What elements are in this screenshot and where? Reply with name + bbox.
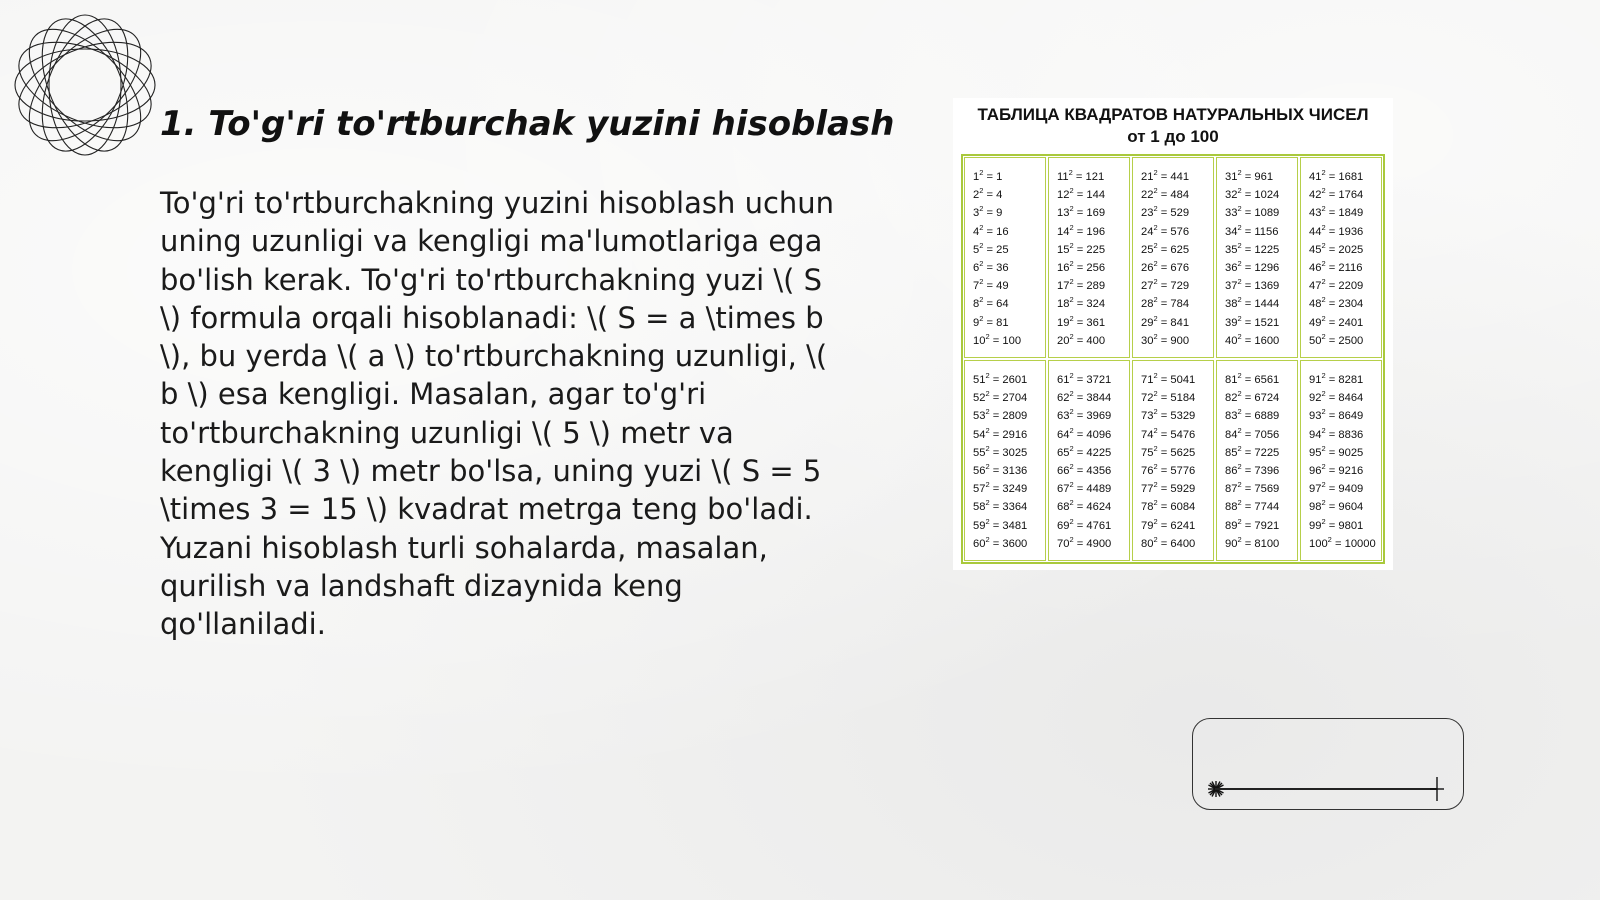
square-entry: $7^2 = 49$ xyxy=(973,277,1009,293)
square-entry: $82^2 = 6724$ xyxy=(1225,389,1280,405)
square-entry: $57^2 = 3249$ xyxy=(973,480,1028,496)
square-entry: $53^2 = 2809$ xyxy=(973,407,1028,423)
square-entry: $35^2 = 1225$ xyxy=(1225,240,1280,256)
square-entry: $67^2 = 4489$ xyxy=(1057,480,1112,496)
square-entry: $89^2 = 7921$ xyxy=(1225,516,1280,532)
square-entry: $88^2 = 7744$ xyxy=(1225,498,1280,514)
square-entry: $61^2 = 3721$ xyxy=(1057,371,1112,386)
squares-table-title-line1: ТАБЛИЦА КВАДРАТОВ НАТУРАЛЬНЫХ ЧИСЕЛ xyxy=(977,105,1369,124)
square-entry: $19^2 = 361$ xyxy=(1057,313,1106,329)
square-entry: $3^2 = 9$ xyxy=(973,204,1003,220)
square-entry: $74^2 = 5476$ xyxy=(1141,425,1196,441)
square-entry: $93^2 = 8649$ xyxy=(1309,407,1364,423)
squares-table-title xyxy=(953,104,1393,148)
square-entry: $36^2 = 1296$ xyxy=(1225,259,1280,275)
square-entry: $84^2 = 7056$ xyxy=(1225,425,1280,441)
square-entry: $69^2 = 4761$ xyxy=(1057,516,1112,532)
slider-track[interactable] xyxy=(1215,788,1437,790)
squares-table-cell xyxy=(964,157,1046,358)
square-entry: $78^2 = 6084$ xyxy=(1141,498,1196,514)
squares-table-cell xyxy=(1048,360,1130,561)
square-entry: $46^2 = 2116$ xyxy=(1309,259,1363,275)
slide-title: 1. To'g'ri to'rtburchak yuzini hisoblash xyxy=(160,104,895,144)
squares-table-cell xyxy=(964,360,1046,561)
square-entry: $71^2 = 5041$ xyxy=(1141,371,1196,386)
square-entry: $18^2 = 324$ xyxy=(1057,295,1106,311)
square-entry: $56^2 = 3136$ xyxy=(973,462,1028,478)
square-entry: $30^2 = 900$ xyxy=(1141,331,1190,347)
squares-table-grid xyxy=(961,154,1385,564)
square-entry: $54^2 = 2916$ xyxy=(973,425,1028,441)
square-entry: $95^2 = 9025$ xyxy=(1309,443,1364,459)
squares-table-cell xyxy=(1300,360,1382,561)
square-entry: $13^2 = 169$ xyxy=(1057,204,1106,220)
square-entry: $63^2 = 3969$ xyxy=(1057,407,1112,423)
square-entry: $21^2 = 441$ xyxy=(1141,168,1190,183)
square-entry: $65^2 = 4225$ xyxy=(1057,443,1112,459)
square-entry: $77^2 = 5929$ xyxy=(1141,480,1196,496)
square-entry: $10^2 = 100$ xyxy=(973,331,1022,347)
square-entry: $92^2 = 8464$ xyxy=(1309,389,1364,405)
squares-table-cell xyxy=(1132,157,1214,358)
square-entry: $96^2 = 9216$ xyxy=(1309,462,1364,478)
square-entry: $48^2 = 2304$ xyxy=(1309,295,1364,311)
squares-table-cell xyxy=(1216,360,1298,561)
square-entry: $55^2 = 3025$ xyxy=(973,443,1028,459)
square-entry: $37^2 = 1369$ xyxy=(1225,277,1280,293)
square-entry: $81^2 = 6561$ xyxy=(1225,371,1280,386)
square-entry: $100^2 = 10000$ xyxy=(1309,534,1376,550)
square-entry: $98^2 = 9604$ xyxy=(1309,498,1364,514)
square-entry: $40^2 = 1600$ xyxy=(1225,331,1280,347)
square-entry: $11^2 = 121$ xyxy=(1057,168,1105,183)
spirograph-logo xyxy=(10,10,160,160)
square-entry: $50^2 = 2500$ xyxy=(1309,331,1364,347)
squares-table-image xyxy=(953,98,1393,570)
square-entry: $51^2 = 2601$ xyxy=(973,371,1028,386)
squares-table-title-line2: от 1 до 100 xyxy=(1127,127,1219,146)
square-entry: $60^2 = 3600$ xyxy=(973,534,1028,550)
square-entry: $39^2 = 1521$ xyxy=(1225,313,1280,329)
square-entry: $41^2 = 1681$ xyxy=(1309,168,1364,183)
square-entry: $87^2 = 7569$ xyxy=(1225,480,1280,496)
square-entry: $79^2 = 6241$ xyxy=(1141,516,1196,532)
square-entry: $5^2 = 25$ xyxy=(973,240,1009,256)
square-entry: $45^2 = 2025$ xyxy=(1309,240,1364,256)
square-entry: $44^2 = 1936$ xyxy=(1309,222,1364,238)
square-entry: $22^2 = 484$ xyxy=(1141,186,1190,202)
square-entry: $32^2 = 1024$ xyxy=(1225,186,1280,202)
square-entry: $75^2 = 5625$ xyxy=(1141,443,1196,459)
square-entry: $28^2 = 784$ xyxy=(1141,295,1190,311)
square-entry: $15^2 = 225$ xyxy=(1057,240,1106,256)
square-entry: $26^2 = 676$ xyxy=(1141,259,1190,275)
square-entry: $86^2 = 7396$ xyxy=(1225,462,1280,478)
slider-control[interactable] xyxy=(1192,718,1464,810)
square-entry: $31^2 = 961$ xyxy=(1225,168,1274,183)
square-entry: $1^2 = 1$ xyxy=(973,168,1003,183)
square-entry: $16^2 = 256$ xyxy=(1057,259,1106,275)
square-entry: $68^2 = 4624$ xyxy=(1057,498,1112,514)
square-entry: $14^2 = 196$ xyxy=(1057,222,1106,238)
square-entry: $94^2 = 8836$ xyxy=(1309,425,1364,441)
square-entry: $8^2 = 64$ xyxy=(973,295,1009,311)
square-entry: $80^2 = 6400$ xyxy=(1141,534,1196,550)
square-entry: $29^2 = 841$ xyxy=(1141,313,1190,329)
square-entry: $38^2 = 1444$ xyxy=(1225,295,1280,311)
square-entry: $97^2 = 9409$ xyxy=(1309,480,1364,496)
square-entry: $47^2 = 2209$ xyxy=(1309,277,1364,293)
square-entry: $27^2 = 729$ xyxy=(1141,277,1190,293)
square-entry: $83^2 = 6889$ xyxy=(1225,407,1280,423)
square-entry: $99^2 = 9801$ xyxy=(1309,516,1364,532)
square-entry: $85^2 = 7225$ xyxy=(1225,443,1280,459)
slide-body-text: To'g'ri to'rtburchakning yuzini hisoblash uchun uning uzunligi va kengligi ma'lumotlariga ega bo'lish kerak. To'g'ri to'rtburchakning yuzi \( S \) formula orqali hisoblanadi: \( S = a \times b \), bu yerda \( a \) to'rtburchakning uzunligi, \( b \) esa kengligi. Masalan, agar to'g'ri to'rtburchakning uzunligi \( 5 \) metr va kengligi \( 3 \) metr bo'lsa, uning yuzi \( S = 5 \times 3 = 15 \) kvadrat metrga teng bo'ladi. Yuzani hisoblash turli sohalarda, masalan, qurilish va landshaft dizaynida keng qo'llaniladi. xyxy=(160,186,835,642)
square-entry: $70^2 = 4900$ xyxy=(1057,534,1112,550)
square-entry: $62^2 = 3844$ xyxy=(1057,389,1112,405)
square-entry: $12^2 = 144$ xyxy=(1057,186,1106,202)
square-entry: $23^2 = 529$ xyxy=(1141,204,1190,220)
square-entry: $25^2 = 625$ xyxy=(1141,240,1190,256)
square-entry: $64^2 = 4096$ xyxy=(1057,425,1112,441)
squares-table-cell xyxy=(1216,157,1298,358)
square-entry: $42^2 = 1764$ xyxy=(1309,186,1364,202)
square-entry: $66^2 = 4356$ xyxy=(1057,462,1112,478)
square-entry: $4^2 = 16$ xyxy=(973,222,1009,238)
squares-table-cell xyxy=(1300,157,1382,358)
squares-table-cell xyxy=(1048,157,1130,358)
square-entry: $24^2 = 576$ xyxy=(1141,222,1190,238)
square-entry: $34^2 = 1156$ xyxy=(1225,222,1279,238)
square-entry: $58^2 = 3364$ xyxy=(973,498,1028,514)
square-entry: $43^2 = 1849$ xyxy=(1309,204,1364,220)
square-entry: $49^2 = 2401$ xyxy=(1309,313,1364,329)
square-entry: $76^2 = 5776$ xyxy=(1141,462,1196,478)
square-entry: $9^2 = 81$ xyxy=(973,313,1009,329)
squares-table-cell xyxy=(1132,360,1214,561)
square-entry: $73^2 = 5329$ xyxy=(1141,407,1196,423)
square-entry: $59^2 = 3481$ xyxy=(973,516,1028,532)
square-entry: $72^2 = 5184$ xyxy=(1141,389,1196,405)
square-entry: $20^2 = 400$ xyxy=(1057,331,1106,347)
square-entry: $52^2 = 2704$ xyxy=(973,389,1028,405)
square-entry: $6^2 = 36$ xyxy=(973,259,1009,275)
square-entry: $90^2 = 8100$ xyxy=(1225,534,1280,550)
square-entry: $33^2 = 1089$ xyxy=(1225,204,1280,220)
square-entry: $91^2 = 8281$ xyxy=(1309,371,1364,386)
square-entry: $17^2 = 289$ xyxy=(1057,277,1106,293)
square-entry: $2^2 = 4$ xyxy=(973,186,1003,202)
crosshair-icon[interactable] xyxy=(1429,776,1445,802)
